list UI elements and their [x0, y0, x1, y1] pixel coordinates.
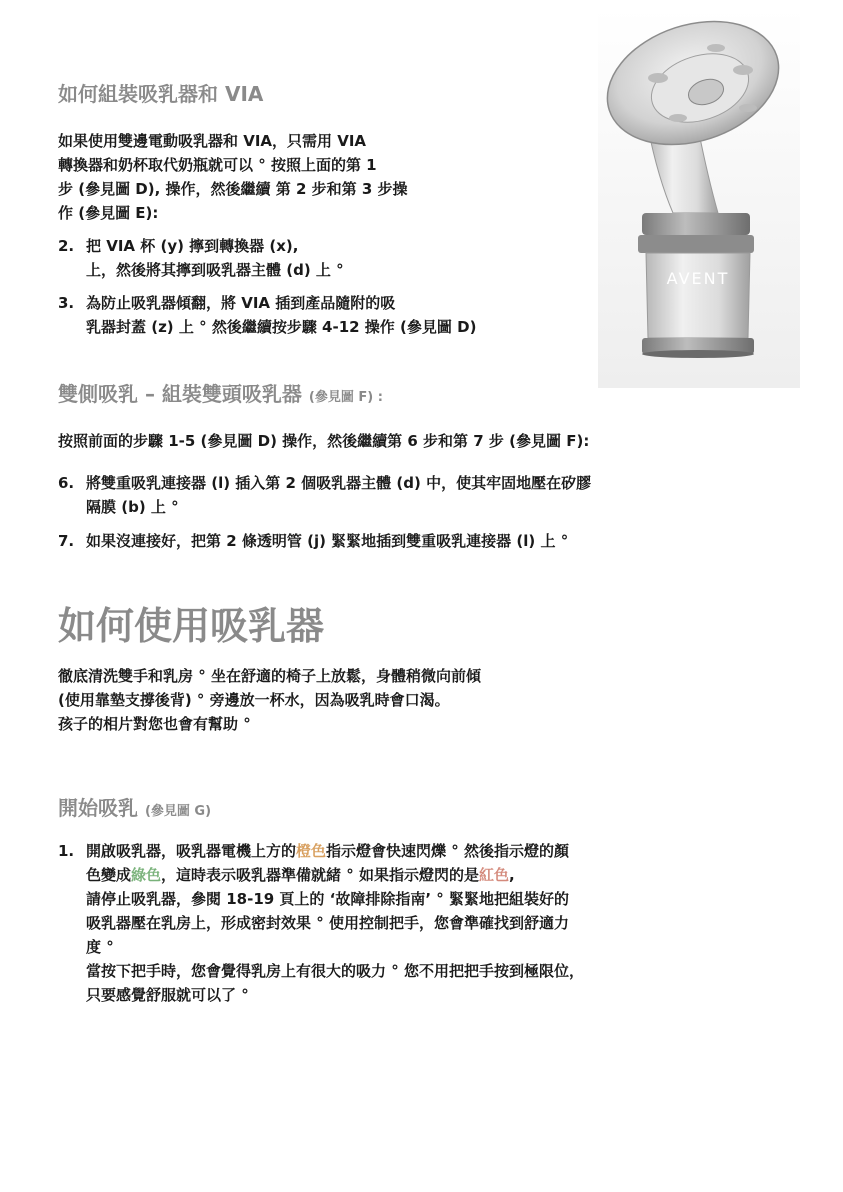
- red-text: 紅色: [478, 866, 509, 884]
- step-line: 請停止吸乳器，參閱 18-19 頁上的 ‘故障排除指南’ ° 緊緊地把組裝好的: [86, 890, 569, 908]
- double-intro: [58, 429, 589, 453]
- green-text: 綠色: [131, 866, 162, 884]
- orange-text: 橙色: [296, 842, 327, 860]
- section-title-start-text: 開始吸乳: [58, 796, 138, 820]
- via-intro-line: 步 (參見圖 D), 操作，然後繼續 第 2 步和第 3 步操: [58, 180, 408, 198]
- step-number: 6.: [58, 474, 75, 492]
- step-line: 隔膜 (b) 上 °: [86, 498, 179, 516]
- use-intro-line: 孩子的相片對您也會有幫助 °: [58, 715, 251, 733]
- start-step-1: [58, 839, 778, 1009]
- figure-reference: (參見圖 G): [144, 804, 212, 819]
- section-title-via: 如何組裝吸乳器和 VIA: [58, 82, 264, 106]
- avent-logo: AVENT: [666, 269, 730, 288]
- section-title-start: [58, 792, 211, 821]
- text-run: ,: [509, 866, 515, 884]
- step-line: 只要感覺舒服就可以了 °: [86, 986, 249, 1004]
- double-intro-line: 按照前面的步驟 1-5 (參見圖 D) 操作，然後繼續第 6 步和第 7 步 (參見圖 F):: [58, 432, 590, 450]
- step-number: 2.: [58, 237, 75, 255]
- breast-pump-via-image: [598, 8, 800, 388]
- step-line: 為防止吸乳器傾翻，將 VIA 插到產品隨附的吸: [86, 294, 396, 312]
- use-intro: [58, 664, 481, 736]
- step-line: 如果沒連接好，把第 2 條透明管 (j) 緊緊地插到雙重吸乳連接器 (l) 上 °: [86, 532, 569, 550]
- via-step-3: [58, 291, 598, 339]
- double-step-7: [58, 529, 758, 553]
- step-line: 上，然後將其擰到吸乳器主體 (d) 上 °: [86, 261, 344, 279]
- step-number: 1.: [58, 842, 75, 860]
- step-line: 乳器封蓋 (z) 上 ° 然後繼續按步驟 4-12 操作 (參見圖 D): [86, 318, 477, 336]
- double-step-6: [58, 471, 758, 519]
- via-intro-line: 作 (參見圖 E):: [58, 204, 159, 222]
- text-run: 色變成: [86, 866, 132, 884]
- step-line: 當按下把手時，您會覺得乳房上有很大的吸力 ° 您不用把把手按到極限位，: [86, 962, 584, 980]
- step-line: [86, 863, 584, 887]
- via-intro: [58, 129, 408, 225]
- use-intro-line: (使用靠墊支撐後背) ° 旁邊放一杯水，因為吸乳時會口渴。: [58, 691, 450, 709]
- step-line: 把 VIA 杯 (y) 擰到轉換器 (x),: [86, 237, 299, 255]
- figure-reference: (參見圖 F) :: [308, 390, 383, 405]
- step-line: 度 °: [86, 938, 114, 956]
- text-run: ，這時表示吸乳器準備就緒 ° 如果指示燈閃的是: [161, 866, 479, 884]
- step-line: 將雙重吸乳連接器 (l) 插入第 2 個吸乳器主體 (d) 中，使其牢固地壓在矽膠: [86, 474, 592, 492]
- via-intro-line: 如果使用雙邊電動吸乳器和 VIA，只需用 VIA: [58, 132, 367, 150]
- section-title-use: 如何使用吸乳器: [58, 604, 325, 648]
- via-step-2: [58, 234, 578, 282]
- text-run: 指示燈會快速閃爍 ° 然後指示燈的顏: [326, 842, 569, 860]
- step-line: 吸乳器壓在乳房上，形成密封效果 ° 使用控制把手，您會準確找到舒適力: [86, 914, 569, 932]
- use-intro-line: 徹底清洗雙手和乳房 ° 坐在舒適的椅子上放鬆，身體稍微向前傾: [58, 667, 481, 685]
- section-title-double: [58, 378, 383, 407]
- step-number: 7.: [58, 532, 75, 550]
- step-line: [86, 839, 584, 863]
- text-run: 開啟吸乳器，吸乳器電機上方的: [86, 842, 297, 860]
- step-number: 3.: [58, 294, 75, 312]
- section-title-double-text: 雙側吸乳 – 組裝雙頭吸乳器: [58, 382, 302, 406]
- via-intro-line: 轉換器和奶杯取代奶瓶就可以 ° 按照上面的第 1: [58, 156, 377, 174]
